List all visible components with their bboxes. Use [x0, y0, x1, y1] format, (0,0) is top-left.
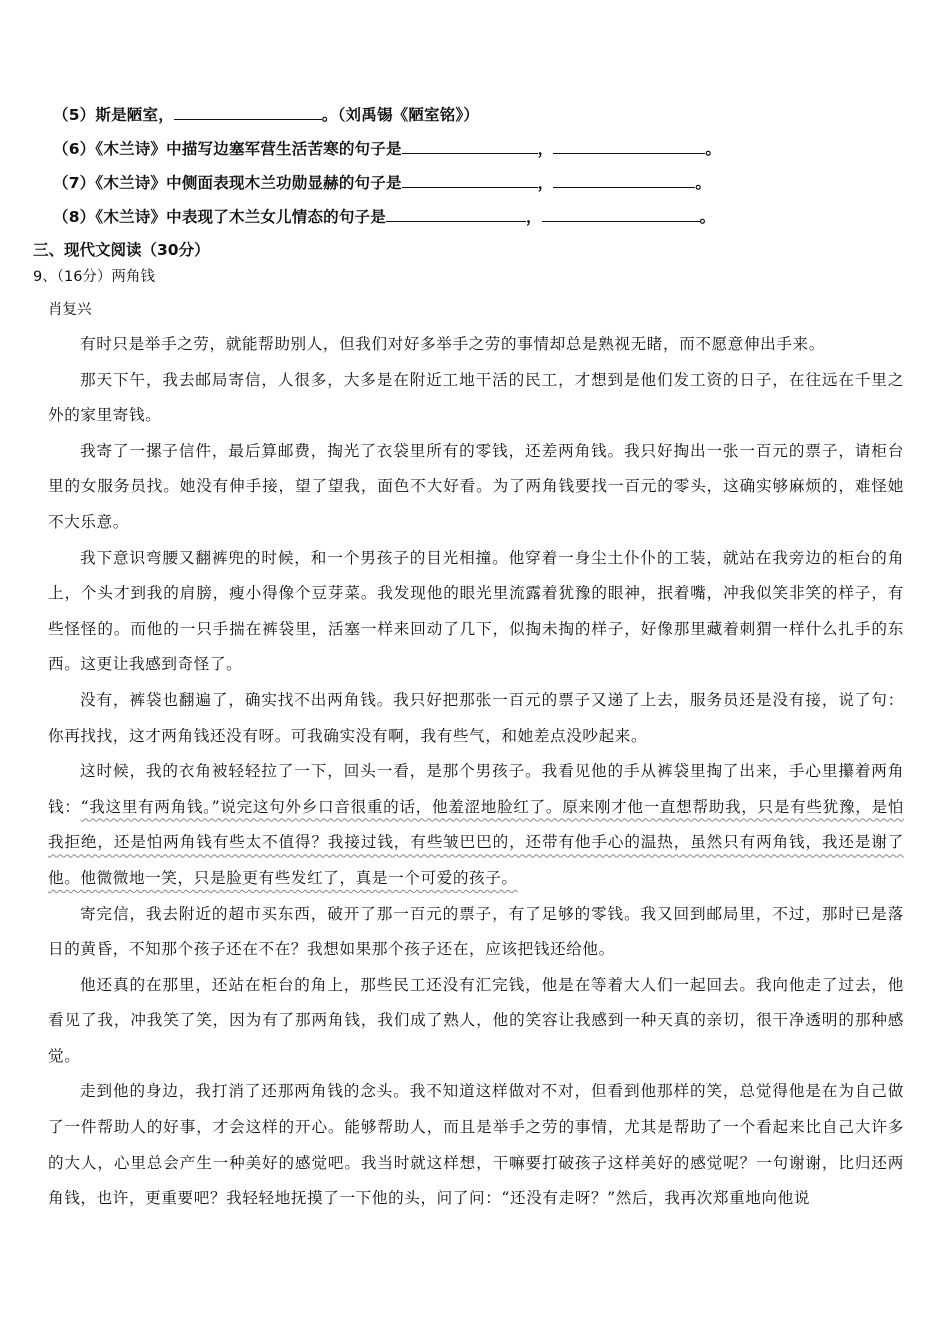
paragraph-text: 这时候，我的衣角被轻轻拉了一下，回头一看，是那个男孩子。我看见他的手从裤袋里掏了出来，手心里攥着两角钱： [48, 762, 904, 816]
answer-blank[interactable] [542, 206, 700, 222]
answer-blank[interactable] [174, 104, 322, 120]
answer-blank[interactable] [402, 138, 538, 154]
item-prompt: 斯是陋室， [95, 106, 174, 124]
fill-in-item-7 [53, 171, 711, 193]
item-end: 。 [699, 208, 716, 226]
item-number: （5） [53, 106, 96, 124]
answer-blank[interactable] [386, 206, 526, 222]
paragraph: 我寄了一摞子信件，最后算邮费，掏光了衣袋里所有的零钱，还差两角钱。我只好掏出一张一百元的票子，请柜台里的女服务员找。她没有伸手接，望了望我，面色不大好看。为了两角钱要找一百元的零头，这确实够麻烦的，难怪她不大乐意。 [48, 441, 904, 531]
fill-in-item-5 [53, 103, 479, 125]
answer-blank[interactable] [553, 138, 705, 154]
item-separator: ， [537, 140, 554, 158]
paragraph: 没有，裤袋也翻遍了，确实找不出两角钱。我只好把那张一百元的票子又递了上去，服务员还是没有接，说了句：你再找找，这才两角钱还没有呀。可我确实没有啊，我有些气，和她差点没吵起来。 [48, 690, 904, 745]
paragraph: 他还真的在那里，还站在柜台的角上，那些民工还没有汇完钱，他是在等着大人们一起回去。我向他走了过去，他看见了我，冲我笑了笑，因为有了那两角钱，我们成了熟人，他的笑容让我感到一种天真的亲切，很干净透明的那种感觉。 [48, 975, 904, 1065]
paragraph: 走到他的身边，我打消了还那两角钱的念头。我不知道这样做对不对，但看到他那样的笑，总觉得他是在为自己做了一件帮助人的好事，才会这样的开心。能够帮助人，而且是举手之劳的事情，尤其是帮助了一个看起来比自己大许多的大人，心里总会产生一种美好的感觉吧。我当时就这样想，干嘛要打破孩子这样美好的感觉呢？一句谢谢，比归还两角钱，也许，更重要吧？我轻轻地抚摸了一下他的头，问了问：“还没有走呀？”然后，我再次郑重地向他说 [48, 1082, 904, 1208]
answer-blank[interactable] [402, 172, 538, 188]
paragraph: 那天下午，我去邮局寄信，人很多，大多是在附近工地干活的民工，才想到是他们发工资的日子，在往远在千里之外的家里寄钱。 [48, 370, 904, 425]
item-end: 。 [695, 174, 712, 192]
item-number: （6） [53, 140, 96, 158]
item-separator: ， [525, 208, 542, 226]
item-prompt: 《木兰诗》中侧面表现木兰功勋显赫的句子是 [95, 174, 402, 192]
item-source: 。（刘禹锡《陋室铭》） [321, 106, 480, 124]
fill-in-item-6 [53, 137, 721, 159]
article-author: 肖复兴 [48, 302, 92, 318]
paragraph: 有时只是举手之劳，就能帮助别人，但我们对好多举手之劳的事情却总是熟视无睹，而不愿意伸出手来。 [80, 335, 825, 353]
item-end: 。 [705, 140, 722, 158]
article-body [48, 327, 904, 1217]
item-prompt: 《木兰诗》中描写边塞军营生活苦寒的句子是 [95, 140, 402, 158]
paragraph: 我下意识弯腰又翻裤兜的时候，和一个男孩子的目光相撞。他穿着一身尘土仆仆的工装，就站在我旁边的柜台的角上，个头才到我的肩膀，瘦小得像个豆芽菜。我发现他的眼光里流露着犹豫的眼神，抿着嘴，冲我似笑非笑的样子，有些怪怪的。而他的一只手揣在裤袋里，活塞一样来回动了几下，似掏未掏的样子，好像那里藏着刺猬一样什么扎手的东西。这更让我感到奇怪了。 [48, 548, 904, 674]
item-separator: ， [537, 174, 554, 192]
item-number: （8） [53, 208, 96, 226]
fill-in-item-8 [53, 205, 715, 227]
section-heading: 三、现代文阅读（30分） [33, 241, 210, 259]
paragraph [48, 754, 904, 896]
paragraph: 寄完信，我去附近的超市买东西，破开了那一百元的票子，有了足够的零钱。我又回到邮局里，不过，那时已是落日的黄昏，不知那个孩子还在不在？我想如果那个孩子还在，应该把钱还给他。 [48, 904, 904, 959]
underlined-passage: “我这里有两角钱。”说完这句外乡口音很重的话，他羞涩地脸红了。原来刚才他一直想帮助我，只是有些犹豫，是怕我拒绝，还是怕两角钱有些太不值得？我接过钱，有些皱巴巴的，还带有他手心的温热，虽然只有两角钱，我还是谢了他。他微微地一笑，只是脸更有些发红了，真是一个可爱的孩子。 [48, 797, 904, 887]
item-prompt: 《木兰诗》中表现了木兰女儿情态的句子是 [95, 208, 386, 226]
item-number: （7） [53, 174, 96, 192]
answer-blank[interactable] [553, 172, 695, 188]
question-title: 9、（16分）两角钱 [33, 269, 155, 285]
